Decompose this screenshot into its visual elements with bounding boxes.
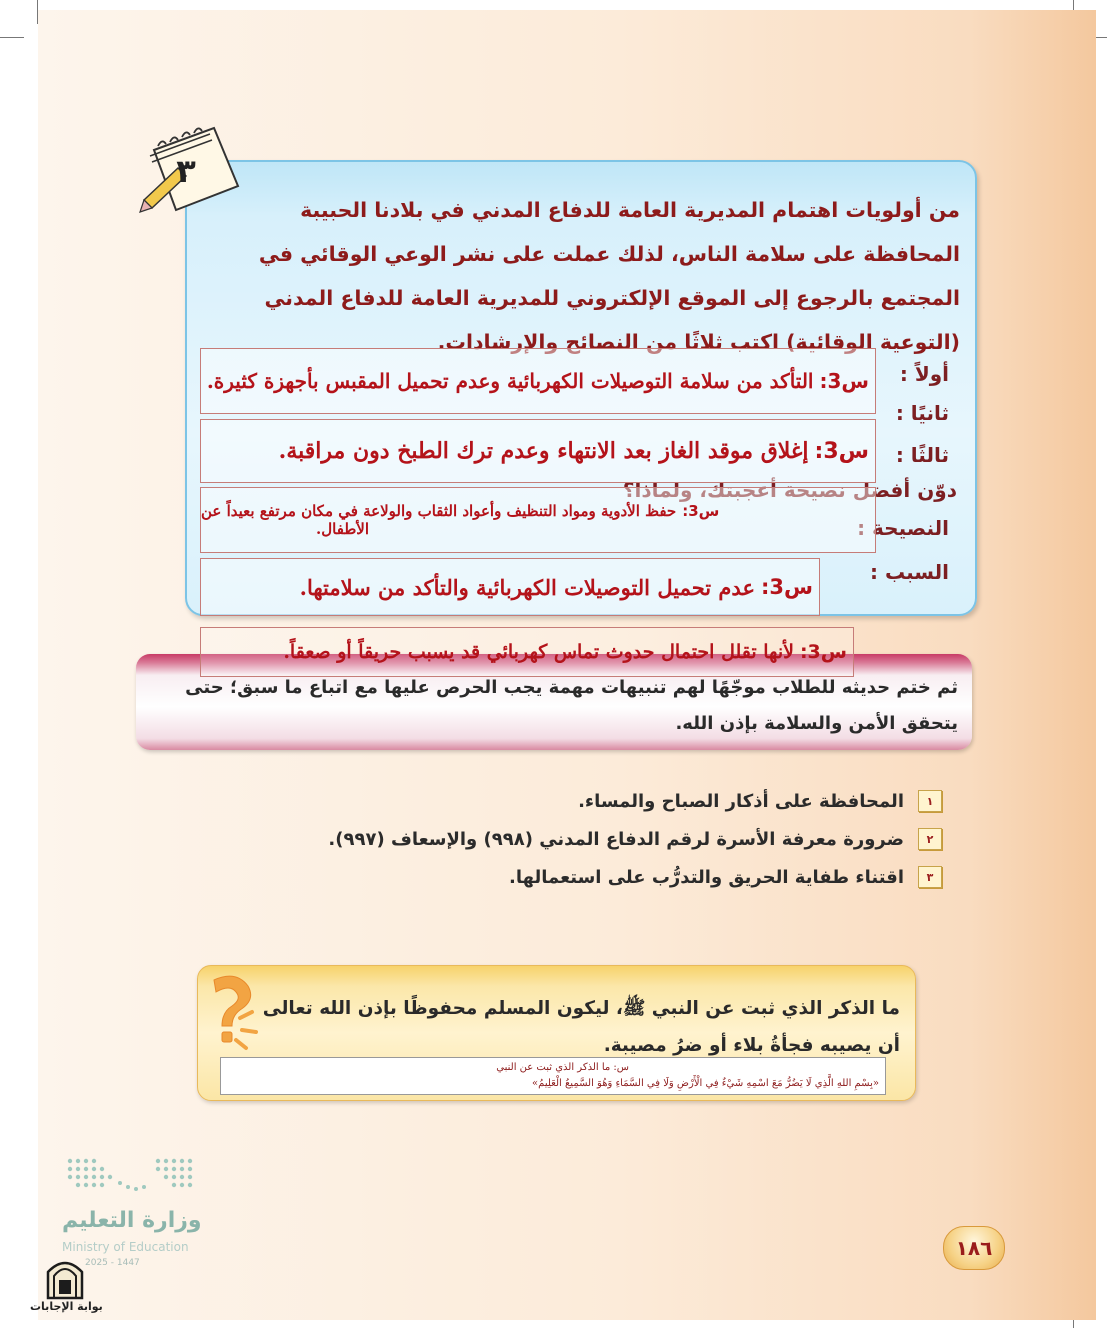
list-item <box>328 828 942 850</box>
page-number: ١٨٦ <box>943 1226 1005 1270</box>
label-third: ثالثًا : <box>895 443 949 467</box>
answer-prefix: س3: <box>799 641 847 663</box>
label-second: ثانيًا : <box>895 401 949 425</box>
answer-prefix: س3: <box>814 438 869 464</box>
answer-reason[interactable] <box>200 627 854 677</box>
answer-third-text: حفظ الأدوية ومواد التنظيف وأعواد الثقاب والولاعة في مكان مرتفع بعيداً عن <box>201 502 677 520</box>
answer-prefix: س3: <box>760 575 813 599</box>
list-item-text: المحافظة على أذكار الصباح والمساء. <box>578 790 904 812</box>
answer-third[interactable] <box>200 487 876 553</box>
question-mark-icon <box>200 972 262 1054</box>
label-first: أولاً : <box>899 362 949 386</box>
answer-prefix: س3: <box>682 502 720 520</box>
label-reason: السبب : <box>869 560 949 584</box>
list-item <box>509 866 942 888</box>
quiz-question-line1: ما الذكر الذي ثبت عن النبي ﷺ، ليكون المسلم محفوظًا بإذن الله تعالى <box>262 998 900 1019</box>
ministry-name-ar: وزارة التعليم <box>62 1208 202 1233</box>
quiz-answer-text: «بِسْمِ اللهِ الَّذِي لَا يَضُرُّ مَعَ اسْمِهِ شَيْءٌ فِي الْأَرْضِ وَلَا فِي السَّمَاءِ وَهُوَ السَّمِيعُ الْعَلِيمُ» <box>532 1078 879 1089</box>
answer-advice[interactable] <box>200 558 820 616</box>
ministry-logo-icon <box>64 1155 196 1197</box>
ministry-year: 2025 - 1447 <box>85 1258 140 1268</box>
exercise-number: ٣ <box>176 152 196 190</box>
closing-text: ثم ختم حديثه للطلاب موجّهًا لهم تنبيهات مهمة يجب الحرص عليها مع اتباع ما سبق؛ حتى يتحقق الأمن والسلامة بإذن الله. <box>185 677 958 734</box>
ministry-name-en: Ministry of Education <box>62 1240 189 1254</box>
list-number: ٢ <box>918 828 942 850</box>
portal-logo-icon <box>44 1256 86 1300</box>
list-item <box>578 790 942 812</box>
list-item-text: ضرورة معرفة الأسرة لرقم الدفاع المدني (٩٩٨) والإسعاف (٩٩٧). <box>328 828 904 850</box>
portal-name: بوابة الإجابات <box>30 1300 103 1313</box>
list-number: ١ <box>918 790 942 812</box>
answer-second-text: إغلاق موقد الغاز بعد الانتهاء وعدم ترك الطبخ دون مراقبة. <box>278 438 809 464</box>
quiz-question-line2: أن يصيبه فجأةُ بلاء أو ضرُ مصيبة. <box>603 1035 900 1056</box>
label-advice: النصيحة : <box>857 516 949 540</box>
answer-first-text: التأكد من سلامة التوصيلات الكهربائية وعدم تحميل المقبس بأجهزة كثيرة. <box>206 369 814 393</box>
list-number: ٣ <box>918 866 942 888</box>
answer-first[interactable] <box>200 348 876 414</box>
crop-mark <box>0 37 24 38</box>
answer-third-text-line2: الأطفال. <box>316 520 369 538</box>
answer-reason-text: لأنها تقلل احتمال حدوث تماس كهربائي قد يسبب حريقاً أو صعقاً. <box>283 641 794 663</box>
list-item-text: اقتناء طفاية الحريق والتدرُّب على استعمالها. <box>509 866 904 888</box>
quiz-question <box>255 990 900 1064</box>
quiz-answer-box[interactable] <box>220 1057 886 1095</box>
label-best-advice: دوّن أفضل نصيحة أعجبتك، ولماذا؟ <box>622 478 957 502</box>
exercise-question: من أولويات اهتمام المديرية العامة للدفاع المدني في بلادنا الحبيبة المحافظة على سلامة الناس، لذلك عملت على نشر الوعي الوقائي في المجتمع بالرجوع إلى الموقع الإلكتروني للمديرية العامة للدفاع المدني (التوعية الوقائية) اكتب ثلاثًا من النصائح والإرشادات. <box>258 198 960 354</box>
quiz-answer-label: س: ما الذكر الذي ثبت عن النبي <box>496 1062 629 1073</box>
answer-prefix: س3: <box>819 369 869 393</box>
answer-advice-text: عدم تحميل التوصيلات الكهربائية والتأكد من سلامتها. <box>299 574 755 600</box>
answer-second[interactable] <box>200 419 876 483</box>
